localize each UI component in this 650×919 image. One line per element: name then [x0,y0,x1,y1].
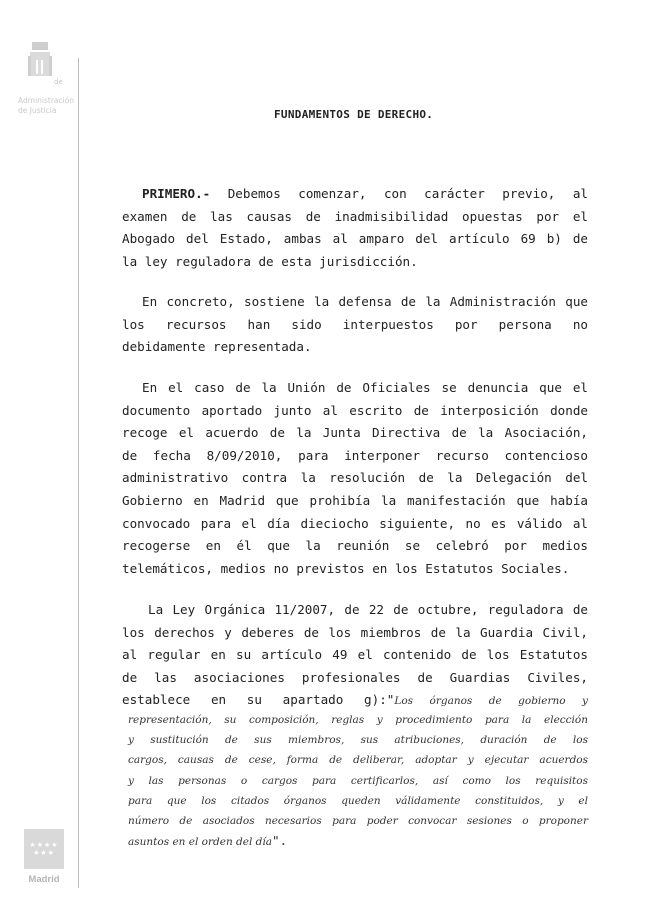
primero-heading: PRIMERO.- [142,186,211,201]
establece-text: establece en su apartado g):" [122,692,395,708]
quote-line: representación, su composición, reglas y procedimiento para la elección [128,714,588,726]
justice-administration-logo [18,40,75,120]
madrid-stars: ★★★★ ★★★ [29,841,59,857]
quote-last-text: asuntos en el orden del día [128,836,273,849]
paragraph-line: debidamente representada. [122,339,312,355]
paragraph-line: En el caso de la Unión de Oficiales se denuncia que el [142,380,588,395]
quote-line: cargos, causas de cese, forma de deliberar, adoptar y ejecutar acuerdos [128,754,588,767]
paragraph-text: Debemos comenzar, con carácter previo, al [227,186,588,201]
quote-line [128,831,588,852]
logo-de-text: de [54,78,63,86]
paragraph-line: los recursos han sido interpuestos por persona no [122,316,588,332]
paragraph-union-oficiales [122,377,588,580]
paragraph-line: los derechos y deberes de los miembros de la Guardia Civil, [122,624,588,640]
quote-close: ". [272,833,288,849]
paragraph-line: la ley reguladora de esta jurisdicción. [122,253,418,269]
paragraph-line: recogerse en él que la reunión se celebró por medios [122,538,588,554]
paragraph-line: al regular en su artículo 49 el contenido de los Estatutos [122,647,588,663]
paragraph-line: La Ley Orgánica 11/2007, de 22 de octubre, reguladora de [148,602,588,617]
quote-line: número de asociados necesarios para poder convocar sesiones o proponer [128,815,588,828]
logo-line-1: Administración [18,96,75,105]
madrid-label: Madrid [28,874,60,885]
paragraph-en-concreto [122,291,588,359]
paragraph-line: Gobierno en Madrid que prohibía la manifestación que había [122,492,588,508]
quote-line: y sustitución de sus miembros, sus atribuciones, duración de los [128,734,588,747]
quoted-article-text [128,710,588,852]
paragraph-line: recoge el acuerdo de la Junta Directiva de la Asociación, [122,425,588,441]
paragraph-line: Abogado del Estado, ambas al amparo del artículo 69 b) de [122,231,588,247]
paragraph-line: de fecha 8/09/2010, para interponer recurso contencioso [122,447,588,463]
madrid-flag-icon [24,829,64,869]
paragraph-line: documento aportado junto al escrito de interposición donde [122,402,588,418]
margin-line [78,58,79,888]
paragraph-primero [122,183,588,273]
paragraph-line: de las asociaciones profesionales de Guardias Civiles, [122,669,588,685]
quote-line: y las personas o cargos para certificarlos, así como los requisitos [128,774,588,787]
paragraph-line: examen de las causas de inadmisibilidad opuestas por el [122,208,588,224]
quote-line: para que los citados órganos queden válidamente constituidos, y el [128,794,588,807]
paragraph-ley-organica [122,599,588,713]
paragraph-line: telemáticos, medios no previstos en los Estatutos Sociales. [122,560,570,576]
paragraph-line [122,183,588,206]
logo-line-2: de Justicia [18,106,57,115]
quote-start: Los órganos de gobierno y [394,695,588,708]
paragraph-line: administrativo contra la resolución de la Delegación del [122,470,588,486]
paragraph-line: En concreto, sostiene la defensa de la Administración que [142,294,588,309]
paragraph-line: convocado para el día dieciocho siguiente, no es válido al [122,515,588,531]
coat-of-arms-icon [26,40,54,86]
section-title: FUNDAMENTOS DE DERECHO. [274,108,434,121]
